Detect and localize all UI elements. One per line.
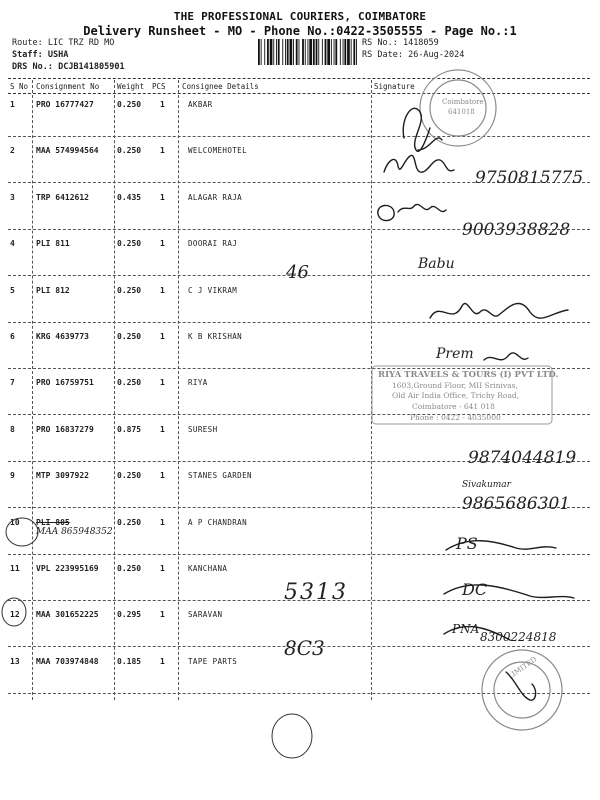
handwritten-note: 46	[286, 262, 309, 283]
table-cell-weight: 0.250	[117, 378, 142, 388]
handwritten-phone: 9865686301	[462, 494, 571, 514]
signature-3	[378, 204, 446, 220]
stamp-address-line: 1603,Ground Floor, MII Srinivas,	[392, 381, 518, 390]
handwritten-initials: DC	[462, 580, 488, 599]
table-cell-consignee: TAPE PARTS	[188, 656, 238, 666]
route-value: LIC TRZ RD MO	[47, 38, 115, 48]
table-cell-consignee: ALAGAR RAJA	[188, 192, 243, 202]
table-cell-consignment: MAA 301652225	[36, 610, 99, 620]
handwritten-name: Babu	[418, 256, 455, 272]
table-cell-consignment: PLI 812	[36, 285, 70, 295]
table-cell-weight: 0.250	[117, 564, 142, 573]
table-cell-weight: 0.250	[117, 517, 142, 527]
drs-value: DCJB141805901	[58, 62, 125, 72]
signature-1	[403, 108, 442, 151]
round-stamp-text: LIMITED	[506, 655, 539, 681]
table-cell-sno: 7	[10, 378, 15, 388]
rs-date-label: RS Date:	[362, 50, 403, 60]
table-cell-weight: 0.250	[117, 471, 142, 481]
table-cell-consignee: K B KRISHAN	[188, 332, 243, 341]
table-cell-consignee: RIYA	[188, 378, 208, 388]
col-header-sno: S No	[10, 82, 29, 91]
route-label: Route:	[12, 38, 43, 48]
handwritten-phone: 8300224818	[480, 630, 557, 644]
table-cell-consignment: PRO 16777427	[36, 100, 94, 109]
table-cell-pcs: 1	[160, 285, 165, 295]
table-cell-consignee: KANCHANA	[188, 564, 228, 573]
signature-13	[506, 672, 536, 700]
signature-7	[484, 353, 528, 360]
rs-no-label: RS No.:	[362, 38, 398, 48]
company-title: THE PROFESSIONAL COURIERS, COIMBATORE	[173, 10, 427, 23]
table-cell-sno: 6	[10, 332, 15, 341]
table-cell-consignee: C J VIKRAM	[188, 285, 238, 295]
stamp-phone-line: Phone : 0422 - 4035000	[410, 413, 501, 422]
table-cell-consignment: TRP 6412612	[36, 192, 89, 202]
table-cell-pcs: 1	[160, 517, 165, 527]
table-cell-pcs: 1	[160, 146, 165, 156]
drs-label: DRS No.:	[12, 62, 53, 72]
handwritten-initials: PS	[456, 534, 478, 553]
staff-value: USHA	[47, 50, 69, 60]
table-cell-pcs: 1	[160, 610, 165, 620]
table-cell-pcs: 1	[160, 192, 165, 202]
handwritten-initials: PNA	[452, 622, 480, 636]
table-cell-pcs: 1	[160, 656, 165, 666]
rs-no-value: 1418059	[402, 38, 439, 48]
handwritten-phone: 9003938828	[462, 220, 571, 240]
table-cell-consignment: PLI 805	[36, 517, 70, 527]
col-header-consignee: Consignee Details	[182, 82, 259, 91]
col-header-consignment: Consignment No	[36, 82, 100, 91]
table-cell-consignee: AKBAR	[188, 100, 213, 109]
table-cell-sno: 1	[10, 100, 15, 109]
handwritten-note: 8C3	[284, 636, 325, 660]
table-cell-weight: 0.250	[117, 100, 142, 109]
col-header-pcs: PCS	[152, 82, 166, 91]
table-cell-consignee: SURESH	[188, 424, 218, 434]
col-header-weight: Weight	[117, 82, 145, 91]
table-cell-consignee: WELCOMEHOTEL	[188, 146, 247, 156]
stamp-address-line: Old Air India Office, Trichy Road,	[392, 391, 520, 400]
table-cell-consignment: PLI 811	[36, 239, 70, 249]
table-cell-weight: 0.185	[117, 656, 142, 666]
table-cell-sno: 10	[10, 517, 20, 527]
table-cell-pcs: 1	[160, 100, 165, 109]
round-stamp-text: Coimbatore	[442, 98, 484, 106]
table-cell-pcs: 1	[160, 239, 165, 249]
handwritten-note: 5313	[284, 580, 348, 605]
runsheet-title: Delivery Runsheet - MO - Phone No.:0422-3505555 - Page No.:1	[83, 24, 517, 38]
col-header-signature: Signature	[374, 82, 415, 91]
handwritten-name: Prem	[436, 346, 474, 362]
round-stamp-top-icon	[420, 70, 496, 146]
table-cell-consignment: MAA 703974848	[36, 656, 99, 666]
table-cell-pcs: 1	[160, 378, 165, 388]
table-cell-sno: 8	[10, 424, 15, 434]
table-cell-sno: 13	[10, 656, 20, 666]
signature-5	[430, 303, 568, 318]
stamp-address-line: Coimbatore - 641 018	[412, 402, 495, 411]
handwritten-phone: 9750815775	[475, 168, 584, 188]
table-cell-weight: 0.250	[117, 332, 142, 341]
signature-11	[444, 585, 574, 598]
table-cell-pcs: 1	[160, 332, 165, 341]
table-cell-weight: 0.250	[117, 146, 142, 156]
handwritten-correction: MAA 865948352	[36, 527, 113, 537]
table-cell-consignment: KRG 4639773	[36, 332, 89, 341]
staff-label: Staff:	[12, 50, 43, 60]
stamp-company-line: RIYA TRAVELS & TOURS (I) PVT LTD.	[378, 370, 559, 380]
table-cell-consignment: MTP 3097922	[36, 471, 89, 481]
table-cell-weight: 0.435	[117, 192, 142, 202]
table-cell-weight: 0.875	[117, 424, 142, 434]
table-cell-consignment: PRO 16759751	[36, 378, 94, 388]
handwritten-phone: 9874044819	[468, 448, 577, 468]
signature-10	[446, 541, 556, 550]
table-cell-pcs: 1	[160, 471, 165, 481]
table-cell-sno: 9	[10, 471, 15, 481]
table-cell-sno: 12	[10, 610, 20, 620]
table-cell-pcs: 1	[160, 564, 165, 573]
round-stamp-bottom-icon	[482, 650, 562, 730]
table-cell-weight: 0.250	[117, 285, 142, 295]
table-cell-sno: 5	[10, 285, 15, 295]
table-cell-pcs: 1	[160, 424, 165, 434]
table-cell-consignee: DOORAI RAJ	[188, 239, 238, 249]
table-cell-sno: 3	[10, 192, 15, 202]
table-cell-sno: 2	[10, 146, 15, 156]
table-cell-sno: 11	[10, 564, 20, 573]
stamp-border-icon	[372, 366, 552, 424]
table-cell-consignee: SARAVAN	[188, 610, 223, 620]
round-stamp-pin: 641018	[448, 108, 475, 116]
table-cell-weight: 0.295	[117, 610, 142, 620]
signature-2	[384, 155, 454, 172]
table-cell-consignee: STANES GARDEN	[188, 471, 252, 481]
handwritten-name: Sivakumar	[462, 480, 511, 490]
table-cell-consignee: A P CHANDRAN	[188, 517, 247, 527]
row-circle-marks	[2, 518, 312, 758]
table-cell-weight: 0.250	[117, 239, 142, 249]
table-cell-consignment: VPL 223995169	[36, 564, 99, 573]
table-cell-consignment: MAA 574994564	[36, 146, 99, 156]
signature-scribbles	[378, 108, 577, 700]
table-cell-sno: 4	[10, 239, 15, 249]
signature-12	[444, 627, 510, 640]
rs-date-value: 26-Aug-2024	[408, 50, 465, 60]
table-cell-consignment: PRO 16837279	[36, 424, 94, 434]
